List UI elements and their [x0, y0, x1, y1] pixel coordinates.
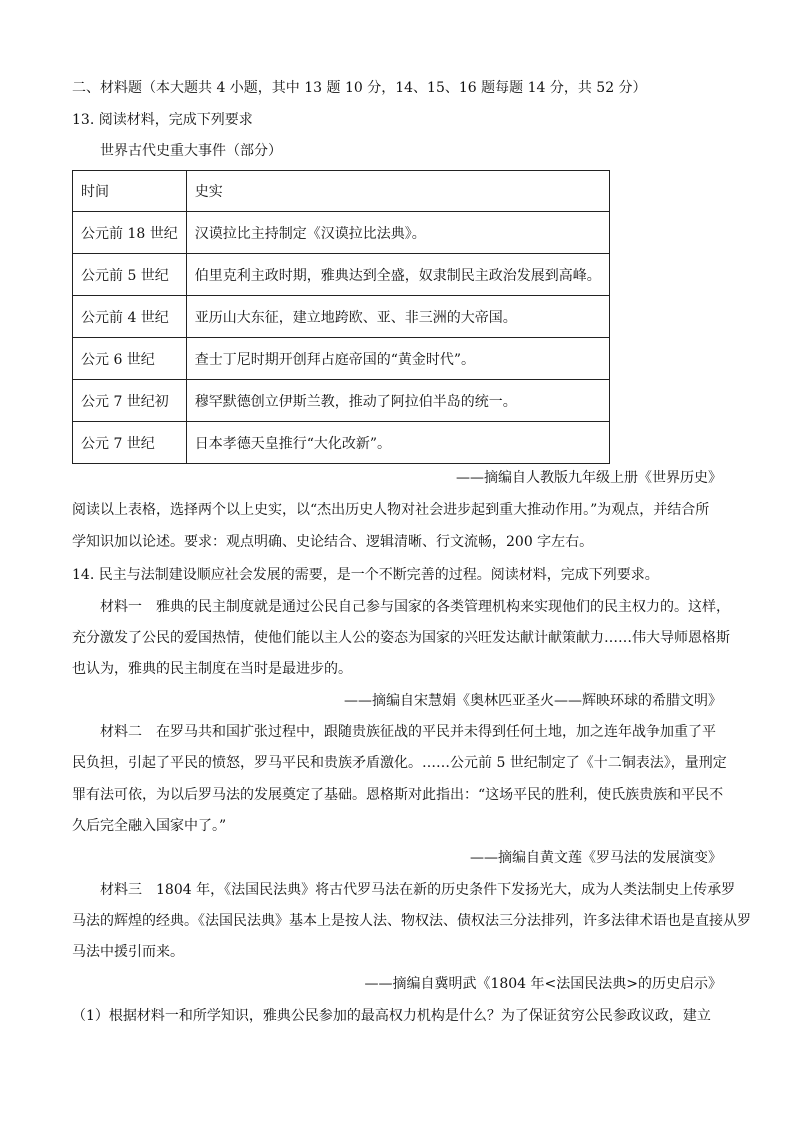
cell-event: 伯里克利主政时期，雅典达到全盛，奴隶制民主政治发展到高峰。 — [186, 254, 609, 296]
cell-time: 公元 6 世纪 — [73, 338, 187, 380]
cell-event: 亚历山大东征，建立地跨欧、亚、非三洲的大帝国。 — [186, 296, 609, 338]
cell-event: 汉谟拉比主持制定《汉谟拉比法典》。 — [186, 212, 609, 254]
question-13-task-line-1: 阅读以上表格，选择两个以上史实，以“杰出历史人物对社会进步起到重大推动作用。”为观点，并结合所 — [72, 502, 710, 518]
table-title: 世界古代史重大事件（部分） — [100, 143, 282, 159]
cell-time: 公元前 5 世纪 — [73, 254, 187, 296]
table-row — [73, 380, 610, 422]
material-1-line-2: 充分激发了公民的爱国热情，使他们能以主人公的姿态为国家的兴旺发达献计献策献力……伟大导师恩格斯 — [72, 630, 730, 646]
cell-time: 公元前 4 世纪 — [73, 296, 187, 338]
events-table — [72, 170, 610, 464]
cell-time: 公元 7 世纪 — [73, 422, 187, 464]
table-row — [73, 254, 610, 296]
table-row — [73, 338, 610, 380]
material-3-line-1: 材料三 1804 年，《法国民法典》将古代罗马法在新的历史条件下发扬光大，成为人类法制史上传承罗 — [100, 882, 736, 898]
material-1-source: ——摘编自宋慧娟《奥林匹亚圣火——辉映环球的希腊文明》 — [344, 693, 722, 709]
material-3-source: ——摘编自冀明武《1804 年<法国民法典>的历史启示》 — [364, 976, 722, 992]
table-row — [73, 212, 610, 254]
cell-event: 日本孝德天皇推行“大化改新”。 — [186, 422, 609, 464]
header-time: 时间 — [73, 171, 187, 212]
sub-question-1: （1）根据材料一和所学知识，雅典公民参加的最高权力机构是什么？为了保证贫穷公民参政议政，建立 — [72, 1008, 711, 1024]
cell-time: 公元 7 世纪初 — [73, 380, 187, 422]
cell-event: 穆罕默德创立伊斯兰教，推动了阿拉伯半岛的统一。 — [186, 380, 609, 422]
question-13-task-line-2: 学知识加以论述。要求：观点明确、史论结合、逻辑清晰、行文流畅，200 字左右。 — [72, 534, 594, 550]
material-3-line-3: 马法中援引而来。 — [72, 944, 184, 960]
material-2-line-3: 罪有法可依，为以后罗马法的发展奠定了基础。恩格斯对此指出：“这场平民的胜利，使氏族贵族和平民不 — [72, 787, 724, 803]
material-2-line-2: 民负担，引起了平民的愤怒，罗马平民和贵族矛盾激化。……公元前 5 世纪制定了《十二铜表法》，量刑定 — [72, 755, 727, 771]
cell-time: 公元前 18 世纪 — [73, 212, 187, 254]
material-3-line-2: 马法的辉煌的经典。《法国民法典》基本上是按人法、物权法、债权法三分法排列，许多法律术语也是直接从罗 — [72, 913, 751, 929]
table-row — [73, 296, 610, 338]
material-2-source: ——摘编自黄文莲《罗马法的发展演变》 — [470, 850, 722, 866]
material-2-line-4: 久后完全融入国家中了。” — [72, 818, 227, 834]
section-heading: 二、材料题（本大题共 4 小题，其中 13 题 10 分，14、15、16 题每题 14 分，共 52 分） — [72, 80, 647, 96]
cell-event: 查士丁尼时期开创拜占庭帝国的“黄金时代”。 — [186, 338, 609, 380]
table-row — [73, 422, 610, 464]
material-1-line-1: 材料一 雅典的民主制度就是通过公民自己参与国家的各类管理机构来实现他们的民主权力的。这样， — [100, 599, 730, 615]
material-2-line-1: 材料二 在罗马共和国扩张过程中，跟随贵族征战的平民并未得到任何土地，加之连年战争加重了平 — [100, 724, 716, 740]
header-event: 史实 — [186, 171, 609, 212]
question-14-prompt: 14. 民主与法制建设顺应社会发展的需要，是一个不断完善的过程。阅读材料，完成下列要求。 — [72, 567, 659, 583]
table-source: ——摘编自人教版九年级上册《世界历史》 — [456, 470, 722, 486]
table-header-row — [73, 171, 610, 212]
material-1-line-3: 也认为，雅典的民主制度在当时是最进步的。 — [72, 661, 352, 677]
question-13-prompt: 13. 阅读材料，完成下列要求 — [72, 112, 253, 128]
